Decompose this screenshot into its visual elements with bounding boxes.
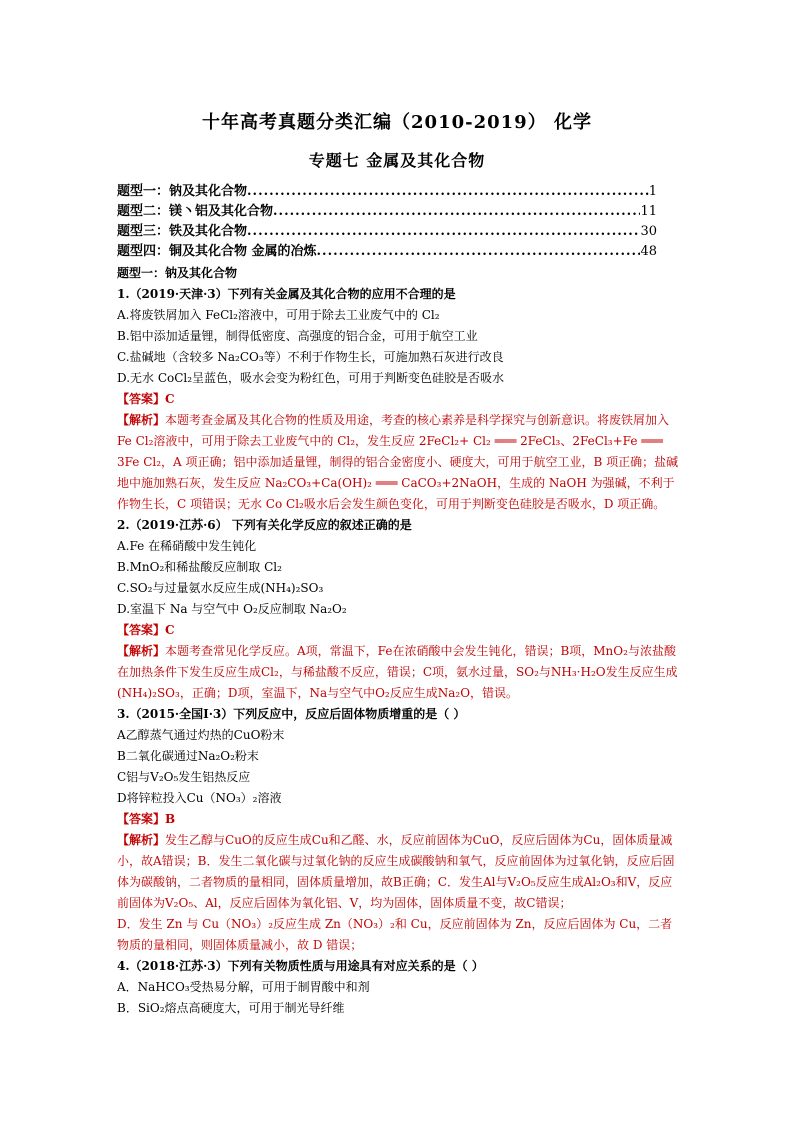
toc-label: 题型三：铁及其化合物 — [117, 224, 248, 239]
toc-page-number: 30 — [640, 224, 657, 239]
section-heading: 题型一：钠及其化合物 — [117, 266, 238, 280]
analysis-label: 【解析】 — [117, 644, 166, 658]
toc-page-number: 11 — [640, 204, 657, 219]
answer-label: 【答案】 — [117, 812, 166, 826]
toc-entry[interactable] — [117, 242, 657, 262]
toc-leader — [247, 182, 649, 202]
table-of-contents — [117, 182, 657, 262]
analysis-text: 本题考查常见化学反应。A项，常温下，Fe在浓硝酸中会发生钝化，错误；B项，MnO₂与浓盐酸在加热条件下发生反应生成Cl₂，与稀盐酸不反应，错误；C项，氨水过量，SO₂与NH₃·H₂O发生反应生成(NH₄)₂SO₃，正确；D项，室温下，Na与空气中O₂反应生成Na₂O，错误。 — [117, 644, 678, 700]
toc-label: 题型四：铜及其化合物 金属的冶炼 — [117, 244, 317, 259]
question-3-option-d: D将锌粒投入Cu（NO₃）₂溶液 — [117, 791, 282, 805]
document-body — [117, 263, 679, 1019]
question-1-analysis — [117, 410, 679, 515]
question-2-option-a: A.Fe 在稀硝酸中发生钝化 — [117, 539, 257, 553]
question-2-option-c: C.SO₂与过量氨水反应生成(NH₄)₂SO₃ — [117, 581, 324, 595]
toc-entry[interactable] — [117, 222, 657, 242]
toc-page-number: 1 — [648, 184, 657, 199]
question-2-stem: 2.（2019·江苏·6） 下列有关化学反应的叙述正确的是 — [117, 518, 412, 532]
toc-entry[interactable] — [117, 182, 657, 202]
analysis-label: 【解析】 — [117, 833, 166, 847]
document-title: 十年高考真题分类汇编（2010-2019） 化学 — [202, 112, 592, 133]
question-4-option-a: A．NaHCO₃受热易分解，可用于制胃酸中和剂 — [117, 980, 370, 994]
question-1-stem: 1.（2019·天津·3）下列有关金属及其化合物的应用不合理的是 — [117, 287, 456, 301]
document-subtitle: 专题七 金属及其化合物 — [308, 151, 486, 170]
toc-leader — [247, 222, 640, 242]
analysis-text: 发生乙醇与CuO的反应生成Cu和乙醛、水，反应前固体为CuO，反应后固体为Cu，固体质量减小，故A错误；B．发生二氧化碳与过氧化钠的反应生成碳酸钠和氧气，反应前固体为过氧化钠，反应后固体为碳酸钠，二者物质的量相同，固体质量增加，故B正确；C．发生Al与V₂O₅反应生成Al₂O₃和V，反应前固体为V₂O₅、Al，反应后固体为氧化铝、V，均为固体，固体质量不变，故C错误； — [117, 833, 675, 910]
toc-entry[interactable] — [117, 202, 657, 222]
answer-label: 【答案】 — [117, 392, 166, 406]
question-4-stem: 4.（2018·江苏·3）下列有关物质性质与用途具有对应关系的是（ ） — [117, 959, 484, 973]
question-3-option-a: A乙醇蒸气通过灼热的CuO粉末 — [117, 728, 285, 742]
answer-value: C — [165, 392, 175, 406]
question-2-answer — [117, 620, 679, 641]
toc-leader — [317, 242, 641, 262]
question-1-option-a: A.将废铁屑加入 FeCl₂溶液中，可用于除去工业废气中的 Cl₂ — [117, 308, 440, 322]
question-3-stem: 3.（2015·全国Ⅰ·3）下列反应中，反应后固体物质增重的是（ ） — [117, 707, 466, 721]
question-4-option-b: B．SiO₂熔点高硬度大，可用于制光导纤维 — [117, 1001, 345, 1015]
question-3-option-b: B二氧化碳通过Na₂O₂粉末 — [117, 749, 259, 763]
question-1-answer — [117, 389, 679, 410]
question-2-analysis — [117, 641, 679, 704]
question-1-option-c: C.盐碱地（含较多 Na₂CO₃等）不利于作物生长，可施加熟石灰进行改良 — [117, 350, 504, 364]
toc-leader — [273, 202, 640, 222]
question-3-analysis-continued: D．发生 Zn 与 Cu（NO₃）₂反应生成 Zn（NO₃）₂和 Cu，反应前固体为 Zn，反应后固体为 Cu，二者物质的量相同，则固体质量减小，故 D 错误； — [117, 917, 673, 952]
analysis-label: 【解析】 — [117, 413, 166, 427]
answer-label: 【答案】 — [117, 623, 166, 637]
answer-value: C — [165, 623, 175, 637]
question-2-option-d: D.室温下 Na 与空气中 O₂反应制取 Na₂O₂ — [117, 602, 347, 616]
question-3-analysis — [117, 830, 679, 914]
toc-label: 题型一：钠及其化合物 — [117, 184, 248, 199]
toc-page-number: 48 — [640, 244, 657, 259]
question-3-answer — [117, 809, 679, 830]
answer-value: B — [165, 812, 176, 826]
question-3-option-c: C铝与V₂O₅发生铝热反应 — [117, 770, 251, 784]
question-1-option-b: B.铝中添加适量锂，制得低密度、高强度的铝合金，可用于航空工业 — [117, 329, 478, 343]
analysis-text: 本题考查金属及其化合物的性质及用途，考查的核心素养是科学探究与创新意识。将废铁屑加入 Fe Cl₂溶液中，可用于除去工业废气中的 Cl₂，发生反应 2FeCl₂+ Cl₂ ═══ 2FeCl₃、2FeCl₃+Fe ═══ 3Fe Cl₂，A 项正确；铝中添加适量锂，制得的铝合金密度小、硬度大，可用于航空工业，B 项正确；盐碱地中施加熟石灰，发生反应 Na₂CO₃+Ca(OH)₂ ═══ CaCO₃+2NaOH，生成的 NaOH 为强碱，不利于作物生长，C 项错误；无水 Co Cl₂吸水后会发生颜色变化，可用于判断变色硅胶是否吸水，D 项正确。 — [117, 413, 679, 511]
question-2-option-b: B.MnO₂和稀盐酸反应制取 Cl₂ — [117, 560, 282, 574]
question-1-option-d: D.无水 CoCl₂呈蓝色，吸水会变为粉红色，可用于判断变色硅胶是否吸水 — [117, 371, 505, 385]
toc-label: 题型二：镁丶铝及其化合物 — [117, 204, 274, 219]
